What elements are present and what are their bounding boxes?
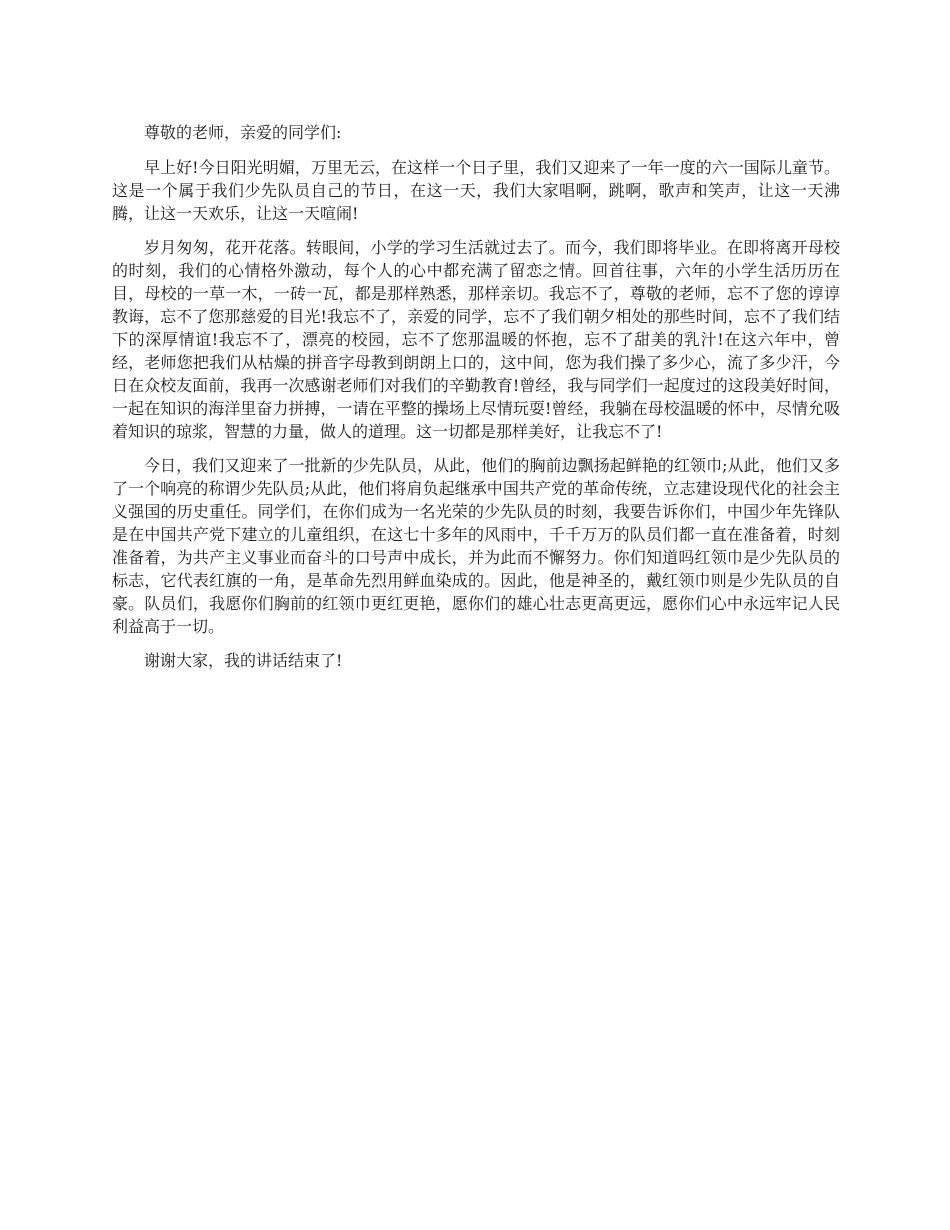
paragraph-new-members: 今日，我们又迎来了一批新的少先队员，从此，他们的胸前边飘扬起鲜艳的红领巾;从此，他们又多了一个响亮的称谓少先队员;从此，他们将肩负起继承中国共产党的革命传统，立志建设现代化的社会主义强国的历史重任。同学们，在你们成为一名光荣的少先队员的时刻，我要告诉你们，中国少年先锋队是在中国共产党下建立的儿童组织，在这七十多年的风雨中，千千万万的队员们都一直在准备着，时刻准备着，为共产主义事业而奋斗的口号声中成长，并为此而不懈努力。你们知道吗红领巾是少先队员的标志，它代表红旗的一角，是革命先烈用鲜血染成的。因此，他是神圣的，戴红领巾则是少先队员的自豪。队员们，我愿你们胸前的红领巾更红更艳，愿你们的雄心壮志更高更远，愿你们心中永远牢记人民利益高于一切。 <box>112 456 840 636</box>
paragraph-memories: 岁月匆匆，花开花落。转眼间，小学的学习生活就过去了。而今，我们即将毕业。在即将离开母校的时刻，我们的心情格外激动，每个人的心中都充满了留恋之情。回首往事，六年的小学生活历历在目，母校的一草一木，一砖一瓦，都是那样熟悉，那样亲切。我忘不了，尊敬的老师，忘不了您的谆谆教诲，忘不了您那慈爱的目光!我忘不了，亲爱的同学，忘不了我们朝夕相处的那些时间，忘不了我们结下的深厚情谊!我忘不了，漂亮的校园，忘不了您那温暖的怀抱，忘不了甜美的乳汁!在这六年中，曾经，老师您把我们从枯燥的拼音字母教到朗朗上口的，这中间，您为我们操了多少心，流了多少汗，今日在众校友面前，我再一次感谢老师们对我们的辛勤教育!曾经，我与同学们一起度过的这段美好时间，一起在知识的海洋里奋力拼搏，一请在平整的操场上尽情玩耍!曾经，我躺在母校温暖的怀中，尽情允吸着知识的琼浆，智慧的力量，做人的道理。这一切都是那样美好，让我忘不了! <box>112 238 840 441</box>
paragraph-opening: 早上好!今日阳光明媚，万里无云，在这样一个日子里，我们又迎来了一年一度的六一国际儿童节。这是一个属于我们少先队员自己的节日，在这一天，我们大家唱啊，跳啊，歌声和笑声，让这一天沸腾，让这一天欢乐，让这一天喧闹! <box>112 158 840 223</box>
salutation: 尊敬的老师，亲爱的同学们: <box>144 123 342 142</box>
paragraph-closing: 谢谢大家，我的讲话结束了! <box>144 651 343 670</box>
speech-body <box>112 121 840 683</box>
